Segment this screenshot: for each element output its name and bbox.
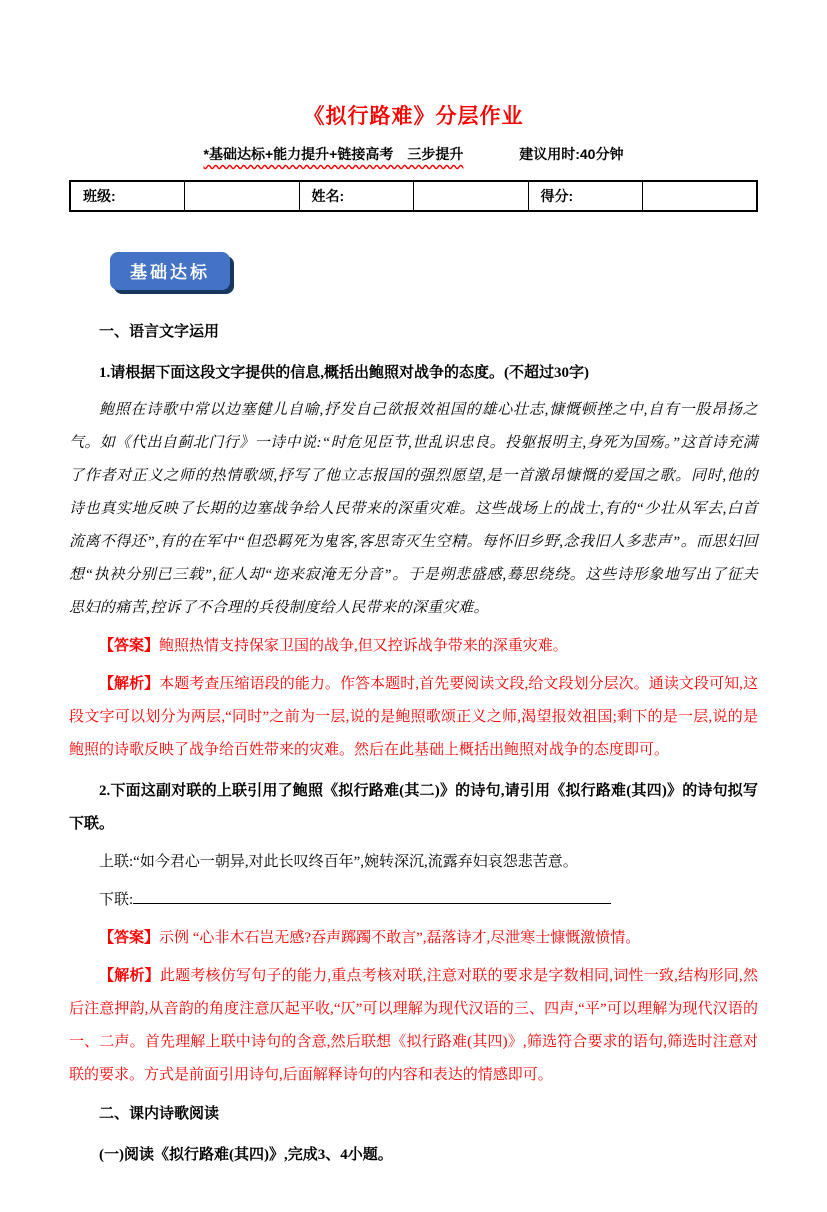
basics-badge: 基础达标 [110, 252, 230, 290]
subtitle-row [69, 144, 758, 164]
class-value-cell[interactable] [185, 181, 300, 211]
question2-answer [69, 922, 758, 955]
question1-stem: 1.请根据下面这段文字提供的信息,概括出鲍照对战争的态度。(不超过30字) [99, 365, 589, 381]
question2-analysis [69, 960, 758, 1092]
section1-heading: 一、语言文字运用 [99, 324, 220, 340]
worksheet-content [69, 316, 758, 1172]
lower-couplet-line [69, 884, 758, 917]
answer-text: 鲍照热情支持保家卫国的战争,但又控诉战争带来的深重灾难。 [159, 638, 568, 654]
name-value-cell[interactable] [414, 181, 529, 211]
question2-stem: 2.下面这副对联的上联引用了鲍照《拟行路难(其二)》的诗句,请引用《拟行路难(其四)》的诗句拟写下联。 [69, 783, 758, 832]
upper-couplet-label: 上联: [99, 854, 134, 870]
answer-label: 【答案】 [99, 930, 160, 946]
upper-couplet-text: “如今君心一朝异,对此长叹终百年”,婉转深沉,流露弃妇哀怨悲苦意。 [133, 854, 578, 870]
score-label-cell: 得分: [528, 181, 643, 211]
page-title: 《拟行路难》分层作业 [303, 105, 524, 128]
analysis-label: 【解析】 [99, 676, 160, 692]
analysis-label: 【解析】 [99, 968, 160, 984]
section2-subheading: (一)阅读《拟行路难(其四)》,完成3、4小题。 [99, 1147, 393, 1163]
answer-text: 示例 “心非木石岂无感?吞声踯躅不敢言”,磊落诗才,尽泄寒士慷慨激愤情。 [159, 930, 641, 946]
subtitle-steps: *基础达标+能力提升+链接高考 三步提升 [203, 146, 464, 162]
question1-answer [69, 630, 758, 663]
class-label-cell: 班级: [70, 181, 185, 211]
score-value-cell[interactable] [643, 181, 758, 211]
question1-passage: 鲍照在诗歌中常以边塞健儿自喻,抒发自己欲报效祖国的雄心壮志,慷慨顿挫之中,自有一股昂扬之气。如《代出自蓟北门行》一诗中说:“时危见臣节,世乱识忠良。投躯报明主,身死为国殇。”这首诗充满了作者对正义之师的热情歌颂,抒写了他立志报国的强烈愿望,是一首激昂慷慨的爱国之歌。同时,他的诗也真实地反映了长期的边塞战争给人民带来的深重灾难。这些战场上的战士,有的“少壮从军去,白首流离不得还”,有的在军中“但恐羁死为鬼客,客思寄灭生空精。每怀旧乡野,念我旧人多悲声”。而思妇回想“执袂分别已三载”,征人却“迩来寂淹无分音”。于是朔悲盛感,蓦思绕绕。这些诗形象地写出了征夫思妇的痛苦,控诉了不合理的兵役制度给人民带来的深重灾难。 [69, 402, 758, 616]
upper-couplet-line [69, 846, 758, 879]
lower-couplet-blank[interactable] [133, 889, 611, 904]
name-label-cell: 姓名: [299, 181, 414, 211]
section2-heading: 二、课内诗歌阅读 [99, 1106, 220, 1122]
analysis-text: 此题考核仿写句子的能力,重点考核对联,注意对联的要求是字数相同,词性一致,结构形同,然后注意押韵,从音韵的角度注意仄起平收,“仄”可以理解为现代汉语的三、四声,“平”可以理解为现代汉语的一、二声。首先理解上联中诗句的含意,然后联想《拟行路难(其四)》,筛选符合要求的语句,筛选时注意对联的要求。方式是前面引用诗句,后面解释诗句的内容和表达的情感即可。 [69, 968, 758, 1083]
question1-analysis [69, 668, 758, 767]
lower-couplet-label: 下联: [99, 892, 134, 908]
analysis-text: 本题考查压缩语段的能力。作答本题时,首先要阅读文段,给文段划分层次。通读文段可知,这段文字可以划分为两层,“同时”之前为一层,说的是鲍照歌颂正义之师,渴望报效祖国;剩下的是一层,说的是鲍照的诗歌反映了战争给百姓带来的灾难。然后在此基础上概括出鲍照对战争的态度即可。 [69, 676, 758, 758]
student-info-table [69, 180, 758, 212]
subtitle-suggested-time: 建议用时:40分钟 [519, 146, 624, 162]
answer-label: 【答案】 [99, 638, 160, 654]
student-info-row [70, 181, 757, 211]
